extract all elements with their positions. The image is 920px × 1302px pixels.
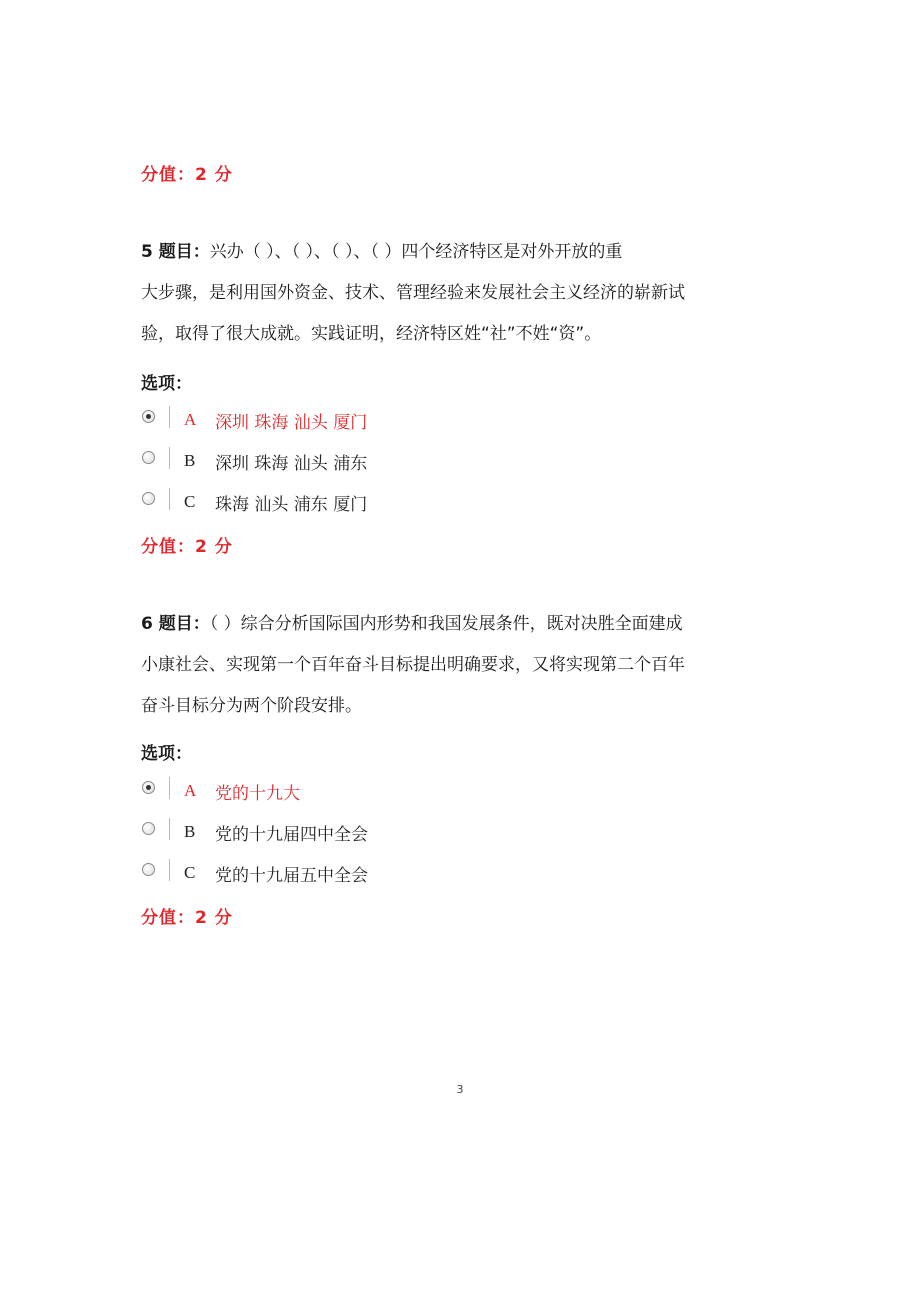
question-6-number: 6 题目： [141, 614, 210, 634]
option-letter: A [184, 410, 197, 429]
option-letter: A [184, 781, 197, 800]
option-letter: B [184, 822, 196, 841]
question-6-option-a[interactable] [142, 778, 300, 804]
option-divider [169, 777, 170, 799]
option-divider [169, 447, 170, 469]
option-text: 党的十九届四中全会 [215, 824, 368, 845]
radio-unchecked-icon[interactable] [142, 451, 155, 464]
question-5 [141, 232, 781, 355]
question-5-number: 5 题目： [141, 242, 210, 262]
score-label-q5: 分值：2 分 [141, 537, 233, 557]
radio-unchecked-icon[interactable] [142, 822, 155, 835]
radio-unchecked-icon[interactable] [142, 863, 155, 876]
option-text: 党的十九大 [215, 783, 300, 804]
score-label-q4: 分值：2 分 [141, 165, 233, 185]
question-6-option-b[interactable] [142, 819, 368, 845]
option-divider [169, 488, 170, 510]
option-letter: C [184, 863, 196, 882]
option-letter: B [184, 451, 196, 470]
question-6-text-3: 奋斗目标分为两个阶段安排。 [141, 696, 362, 716]
option-text: 党的十九届五中全会 [215, 865, 368, 886]
question-5-text-1: 兴办（ ）、（ ）、（ ）、（ ）四个经济特区是对外开放的重 [209, 242, 623, 262]
question-6 [141, 604, 781, 727]
question-6-text-2: 小康社会、实现第一个百年奋斗目标提出明确要求，又将实现第二个百年 [141, 655, 685, 675]
question-6-line-1 [141, 604, 781, 645]
question-5-line-1 [141, 232, 781, 273]
score-label-q6: 分值：2 分 [141, 908, 233, 928]
option-text: 珠海 汕头 浦东 厦门 [215, 494, 368, 515]
option-text: 深圳 珠海 汕头 厦门 [215, 412, 368, 433]
option-divider [169, 859, 170, 881]
question-5-text-2: 大步骤，是利用国外资金、技术、管理经验来发展社会主义经济的崭新试 [141, 283, 685, 303]
option-divider [169, 406, 170, 428]
option-letter: C [184, 492, 196, 511]
question-6-options-label: 选项： [141, 744, 192, 764]
page-number: 3 [456, 1083, 464, 1096]
radio-unchecked-icon[interactable] [142, 492, 155, 505]
option-text: 深圳 珠海 汕头 浦东 [215, 453, 368, 474]
question-5-options-label: 选项： [141, 374, 192, 394]
question-5-option-b[interactable] [142, 448, 367, 474]
question-5-text-3: 验，取得了很大成就。实践证明，经济特区姓“社”不姓“资”。 [141, 324, 602, 344]
question-5-option-c[interactable] [142, 489, 367, 515]
question-6-text-1: （ ）综合分析国际国内形势和我国发展条件，既对决胜全面建成 [209, 614, 683, 634]
question-6-option-c[interactable] [142, 860, 368, 886]
question-5-option-a[interactable] [142, 407, 367, 433]
option-divider [169, 818, 170, 840]
radio-checked-icon[interactable] [142, 781, 155, 794]
radio-checked-icon[interactable] [142, 410, 155, 423]
